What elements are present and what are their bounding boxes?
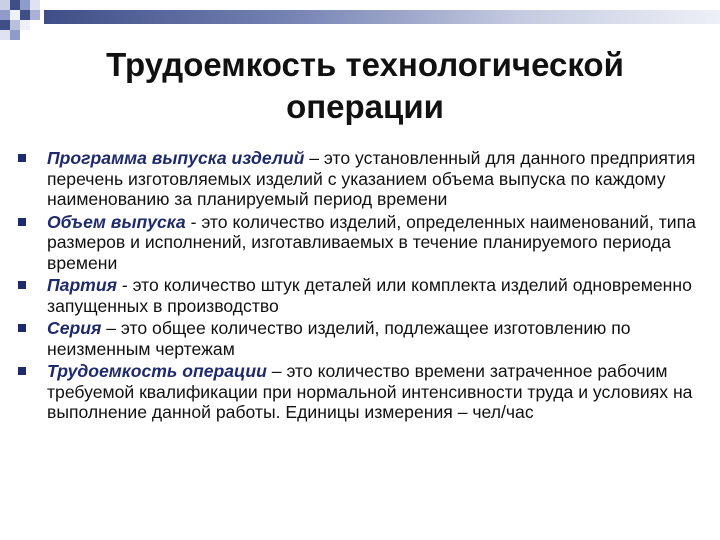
term-label: Трудоемкость операции bbox=[47, 361, 267, 381]
decor-square bbox=[0, 10, 10, 20]
decor-square bbox=[30, 10, 40, 20]
term-label: Программа выпуска изделий bbox=[47, 148, 305, 168]
decor-square bbox=[20, 10, 30, 20]
definition-text: – это общее количество изделий, подлежащее изготовлению по неизменным чертежам bbox=[47, 318, 631, 359]
square-bullet-icon bbox=[18, 367, 26, 375]
bullet-program bbox=[18, 148, 708, 210]
square-bullet-icon bbox=[18, 324, 26, 332]
decor-square bbox=[10, 10, 20, 20]
definition-text: - это количество изделий, определенных наименований, типа размеров и исполнений, изготавливаемых в течение планируемого периода времени bbox=[47, 211, 696, 273]
square-bullet-icon bbox=[18, 154, 26, 162]
decor-square bbox=[10, 0, 20, 10]
decor-square bbox=[20, 0, 30, 10]
decor-square bbox=[20, 20, 30, 30]
bullet-labor-intensity bbox=[18, 361, 708, 423]
slide-title-line-2: операции bbox=[286, 88, 444, 125]
decor-square bbox=[0, 20, 10, 30]
decor-square bbox=[0, 30, 10, 40]
definition-text: - это количество штук деталей или комплекта изделий одновременно запущенных в производство bbox=[47, 275, 692, 316]
term-label: Серия bbox=[47, 318, 102, 338]
definition-text: – это количество времени затраченное рабочим требуемой квалификации при нормальной интенсивности труда и условиях на выполнение данной работы. Единицы измерения – чел/час bbox=[47, 361, 693, 422]
bullet-batch bbox=[18, 275, 708, 316]
square-bullet-icon bbox=[18, 281, 26, 289]
definition-text: – это установленный для данного предприятия перечень изготовляемых изделий с указанием объема выпуска по каждому наименованию за планируемый период времени bbox=[47, 148, 696, 209]
slide-title bbox=[40, 44, 690, 128]
decor-square bbox=[10, 30, 20, 40]
definition-list bbox=[18, 148, 708, 423]
bullet-series bbox=[18, 318, 708, 359]
decor-square bbox=[30, 0, 40, 10]
decor-square bbox=[10, 20, 20, 30]
bullet-volume bbox=[18, 212, 708, 274]
square-bullet-icon bbox=[18, 218, 26, 226]
term-label: Объем выпуска bbox=[47, 211, 186, 232]
slide-title-line-1: Трудоемкость технологической bbox=[106, 46, 624, 83]
header-gradient-bar bbox=[44, 10, 720, 24]
term-label: Партия bbox=[47, 275, 117, 295]
decor-square bbox=[0, 0, 10, 10]
